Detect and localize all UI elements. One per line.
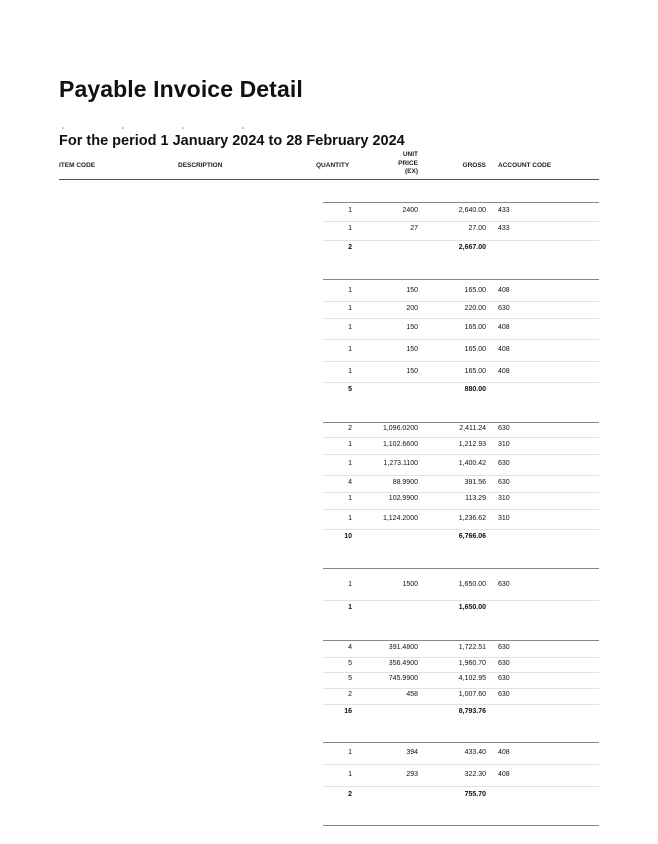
gross-cell: 391.56 [464,479,486,486]
account-code-cell: 408 [498,368,510,375]
group-divider [323,568,599,569]
unit-price-cell: 200 [406,305,418,312]
unit-price-cell: 745.9900 [388,675,418,682]
gross-cell: 1,007.60 [458,691,486,698]
gross-cell: 165.00 [464,346,486,353]
account-code-cell: 408 [498,771,510,778]
quantity-cell: 5 [348,675,352,682]
quantity-cell: 1 [348,749,352,756]
account-code-cell: 630 [498,581,510,588]
group-divider [323,279,599,280]
total-quantity-cell: 2 [348,244,352,251]
account-code-cell: 433 [498,225,510,232]
group-divider [323,640,599,641]
unit-price-cell: 356.4900 [388,660,418,667]
group-divider [323,742,599,743]
gross-cell: 322.30 [464,771,486,778]
quantity-cell: 1 [348,207,352,214]
account-code-cell: 630 [498,425,510,432]
row-divider [323,657,599,658]
row-divider [323,688,599,689]
quantity-cell: 5 [348,660,352,667]
quantity-cell: 1 [348,346,352,353]
unit-price-line-3: (EX) [405,168,418,175]
unit-price-cell: 1,096.0200 [382,425,418,432]
header-divider [59,179,599,180]
quantity-cell: 1 [348,225,352,232]
quantity-cell: 1 [348,460,352,467]
account-code-cell: 408 [498,749,510,756]
quantity-cell: 2 [348,425,352,432]
unit-price-cell: 150 [406,346,418,353]
gross-cell: 2,411.24 [459,425,486,432]
row-divider [323,509,599,510]
report-period-subtitle: For the period 1 January 2024 to 28 February 2024 [59,133,405,149]
account-code-cell: 630 [498,479,510,486]
unit-price-cell: 88.9900 [392,479,418,486]
total-gross-cell: 1,650.00 [458,604,486,611]
quantity-cell: 1 [348,581,352,588]
account-code-cell: 630 [498,460,510,467]
row-divider [323,339,599,340]
unit-price-cell: 293 [406,771,418,778]
gross-cell: 165.00 [464,324,486,331]
account-code-cell: 433 [498,207,510,214]
gross-cell: 1,960.70 [458,660,486,667]
total-quantity-cell: 1 [348,604,352,611]
account-code-cell: 310 [498,515,510,522]
column-header-account-code: ACCOUNT CODE [498,162,552,169]
total-quantity-cell: 2 [348,791,352,798]
total-quantity-cell: 10 [344,533,352,540]
unit-price-cell: 150 [406,287,418,294]
total-gross-cell: 2,667.00 [458,244,486,251]
total-gross-cell: 8,793.76 [458,708,486,715]
column-header-quantity: QUANTITY [316,162,350,169]
column-header-item-code: ITEM CODE [59,162,96,169]
unit-price-cell: 394 [406,749,418,756]
gross-cell: 113.29 [465,495,486,502]
total-quantity-cell: 16 [344,708,352,715]
quantity-cell: 1 [348,515,352,522]
quantity-cell: 1 [348,495,352,502]
gross-cell: 4,102.95 [458,675,486,682]
account-code-cell: 630 [498,305,510,312]
gross-cell: 165.00 [464,287,486,294]
account-code-cell: 630 [498,675,510,682]
quantity-cell: 1 [348,441,352,448]
gross-cell: 1,236.62 [458,515,486,522]
row-divider [323,764,599,765]
column-header-gross: GROSS [462,162,486,169]
unit-price-cell: 150 [406,324,418,331]
account-code-cell: 310 [498,495,510,502]
gross-cell: 1,722.51 [458,644,486,651]
gross-cell: 220.00 [464,305,486,312]
total-quantity-cell: 5 [348,386,352,393]
unit-price-cell: 1,102.6600 [382,441,418,448]
unit-price-cell: 458 [406,691,418,698]
gross-cell: 27.00 [468,225,486,232]
table-bottom-rule [323,825,599,826]
account-code-cell: 408 [498,346,510,353]
unit-price-cell: 1,273.1100 [383,460,418,467]
row-divider [323,437,599,438]
row-divider [323,529,599,530]
clipped-text-marks: ‘ ‘ ‘ ‘ [62,126,272,135]
gross-cell: 1,650.00 [458,581,486,588]
account-code-cell: 630 [498,660,510,667]
report-title: Payable Invoice Detail [59,76,303,102]
row-divider [323,318,599,319]
column-header-description: DESCRIPTION [178,162,223,169]
quantity-cell: 1 [348,324,352,331]
quantity-cell: 1 [348,287,352,294]
unit-price-line-1: UNIT [402,151,418,158]
account-code-cell: 310 [498,441,510,448]
account-code-cell: 408 [498,287,510,294]
unit-price-cell: 391.4800 [388,644,418,651]
quantity-cell: 1 [348,771,352,778]
gross-cell: 165.00 [464,368,486,375]
quantity-cell: 4 [348,644,352,651]
row-divider [323,492,599,493]
row-divider [323,704,599,705]
quantity-cell: 1 [348,368,352,375]
row-divider [323,301,599,302]
group-divider [323,422,599,423]
quantity-cell: 4 [348,479,352,486]
gross-cell: 2,640.00 [458,207,486,214]
gross-cell: 1,212.93 [458,441,486,448]
unit-price-line-2: PRICE [398,159,418,167]
unit-price-cell: 1500 [402,581,418,588]
row-divider [323,786,599,787]
row-divider [323,600,599,601]
row-divider [323,382,599,383]
group-divider [323,202,599,203]
total-gross-cell: 880.00 [464,386,486,393]
unit-price-cell: 102.9900 [388,495,418,502]
gross-cell: 1,400.42 [458,460,486,467]
gross-cell: 433.40 [464,749,486,756]
row-divider [323,475,599,476]
unit-price-cell: 2400 [402,207,418,214]
row-divider [323,672,599,673]
row-divider [323,454,599,455]
account-code-cell: 408 [498,324,510,331]
account-code-cell: 630 [498,644,510,651]
account-code-cell: 630 [498,691,510,698]
row-divider [323,240,599,241]
column-header-unit-price [388,151,418,177]
unit-price-cell: 1,124.2000 [382,515,418,522]
quantity-cell: 2 [348,691,352,698]
unit-price-cell: 150 [406,368,418,375]
row-divider [323,221,599,222]
unit-price-cell: 27 [410,225,418,232]
row-divider [323,361,599,362]
total-gross-cell: 755.70 [464,791,486,798]
quantity-cell: 1 [348,305,352,312]
total-gross-cell: 6,766.06 [458,533,486,540]
